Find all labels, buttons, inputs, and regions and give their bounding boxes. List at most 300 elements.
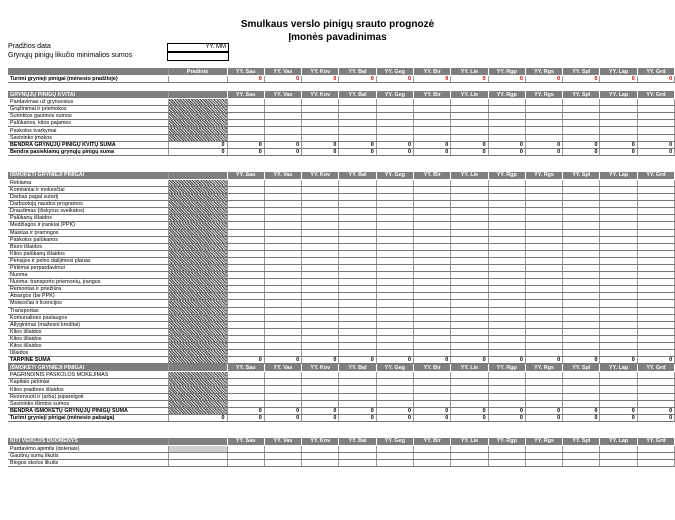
value-cell[interactable]: [488, 120, 525, 127]
value-cell[interactable]: [339, 113, 376, 120]
value-cell[interactable]: [413, 314, 450, 321]
value-cell[interactable]: [451, 215, 488, 222]
value-cell[interactable]: [525, 460, 562, 467]
value-cell[interactable]: [376, 208, 413, 215]
value-cell[interactable]: [563, 127, 600, 134]
value-cell[interactable]: [302, 250, 339, 257]
start-cell[interactable]: [168, 134, 227, 141]
value-cell[interactable]: [264, 186, 301, 193]
value-cell[interactable]: [227, 379, 264, 386]
min-cash-field[interactable]: [167, 52, 229, 61]
value-cell[interactable]: [563, 179, 600, 186]
value-cell[interactable]: [637, 460, 674, 467]
value-cell[interactable]: [339, 215, 376, 222]
value-cell[interactable]: [227, 113, 264, 120]
value-cell[interactable]: [488, 215, 525, 222]
value-cell[interactable]: [600, 134, 637, 141]
value-cell[interactable]: [563, 208, 600, 215]
value-cell[interactable]: [302, 272, 339, 279]
value-cell[interactable]: [339, 307, 376, 314]
start-cell[interactable]: [168, 243, 227, 250]
value-cell[interactable]: [227, 186, 264, 193]
value-cell[interactable]: [600, 343, 637, 350]
value-cell[interactable]: [488, 445, 525, 452]
value-cell[interactable]: [525, 179, 562, 186]
value-cell[interactable]: [451, 286, 488, 293]
value-cell[interactable]: [563, 307, 600, 314]
value-cell[interactable]: [264, 264, 301, 271]
value-cell[interactable]: [339, 286, 376, 293]
value-cell[interactable]: [525, 236, 562, 243]
value-cell[interactable]: [264, 229, 301, 236]
value-cell[interactable]: [637, 379, 674, 386]
value-cell[interactable]: [376, 372, 413, 379]
value-cell[interactable]: [264, 106, 301, 113]
value-cell[interactable]: [600, 379, 637, 386]
value-cell[interactable]: [451, 113, 488, 120]
start-cell[interactable]: [168, 314, 227, 321]
value-cell[interactable]: [264, 236, 301, 243]
value-cell[interactable]: [413, 386, 450, 393]
value-cell[interactable]: [376, 453, 413, 460]
value-cell[interactable]: [600, 321, 637, 328]
value-cell[interactable]: [302, 257, 339, 264]
value-cell[interactable]: [376, 350, 413, 357]
value-cell[interactable]: [637, 264, 674, 271]
value-cell[interactable]: [525, 343, 562, 350]
value-cell[interactable]: [227, 453, 264, 460]
value-cell[interactable]: [227, 264, 264, 271]
value-cell[interactable]: [264, 257, 301, 264]
start-cell[interactable]: [168, 236, 227, 243]
value-cell[interactable]: [413, 393, 450, 400]
value-cell[interactable]: [637, 179, 674, 186]
value-cell[interactable]: [227, 445, 264, 452]
value-cell[interactable]: [413, 127, 450, 134]
value-cell[interactable]: [376, 343, 413, 350]
value-cell[interactable]: [302, 186, 339, 193]
start-cell[interactable]: [168, 127, 227, 134]
value-cell[interactable]: [302, 134, 339, 141]
start-cell[interactable]: [168, 445, 227, 452]
start-cell[interactable]: [168, 279, 227, 286]
value-cell[interactable]: [413, 328, 450, 335]
value-cell[interactable]: [413, 321, 450, 328]
value-cell[interactable]: [637, 186, 674, 193]
start-cell[interactable]: [168, 293, 227, 300]
start-cell[interactable]: [168, 343, 227, 350]
value-cell[interactable]: [451, 372, 488, 379]
value-cell[interactable]: [413, 120, 450, 127]
value-cell[interactable]: [563, 445, 600, 452]
value-cell[interactable]: [488, 460, 525, 467]
value-cell[interactable]: [563, 400, 600, 407]
value-cell[interactable]: [563, 236, 600, 243]
value-cell[interactable]: [563, 350, 600, 357]
value-cell[interactable]: [413, 293, 450, 300]
value-cell[interactable]: [600, 386, 637, 393]
value-cell[interactable]: [339, 194, 376, 201]
value-cell[interactable]: [525, 134, 562, 141]
value-cell[interactable]: [488, 286, 525, 293]
value-cell[interactable]: [227, 286, 264, 293]
value-cell[interactable]: [413, 343, 450, 350]
value-cell[interactable]: [339, 208, 376, 215]
start-cell[interactable]: [168, 179, 227, 186]
value-cell[interactable]: [413, 400, 450, 407]
value-cell[interactable]: [451, 386, 488, 393]
value-cell[interactable]: [302, 393, 339, 400]
value-cell[interactable]: [488, 264, 525, 271]
value-cell[interactable]: [525, 272, 562, 279]
value-cell[interactable]: [637, 321, 674, 328]
value-cell[interactable]: [339, 279, 376, 286]
value-cell[interactable]: [376, 106, 413, 113]
value-cell[interactable]: [488, 236, 525, 243]
value-cell[interactable]: [600, 372, 637, 379]
value-cell[interactable]: [264, 350, 301, 357]
value-cell[interactable]: [264, 279, 301, 286]
value-cell[interactable]: [413, 445, 450, 452]
value-cell[interactable]: [451, 335, 488, 342]
value-cell[interactable]: [525, 400, 562, 407]
value-cell[interactable]: [264, 328, 301, 335]
value-cell[interactable]: [525, 208, 562, 215]
value-cell[interactable]: [488, 134, 525, 141]
value-cell[interactable]: [339, 453, 376, 460]
value-cell[interactable]: [525, 127, 562, 134]
value-cell[interactable]: [227, 106, 264, 113]
value-cell[interactable]: [376, 243, 413, 250]
value-cell[interactable]: [376, 386, 413, 393]
value-cell[interactable]: [376, 99, 413, 106]
value-cell[interactable]: [525, 201, 562, 208]
value-cell[interactable]: [451, 300, 488, 307]
value-cell[interactable]: [637, 120, 674, 127]
value-cell[interactable]: [451, 194, 488, 201]
value-cell[interactable]: [376, 127, 413, 134]
value-cell[interactable]: [413, 453, 450, 460]
value-cell[interactable]: [339, 335, 376, 342]
value-cell[interactable]: [264, 445, 301, 452]
value-cell[interactable]: [563, 222, 600, 229]
value-cell[interactable]: [525, 120, 562, 127]
value-cell[interactable]: [227, 335, 264, 342]
value-cell[interactable]: [413, 279, 450, 286]
value-cell[interactable]: [637, 208, 674, 215]
value-cell[interactable]: [302, 243, 339, 250]
value-cell[interactable]: [488, 321, 525, 328]
value-cell[interactable]: [488, 201, 525, 208]
value-cell[interactable]: [413, 215, 450, 222]
value-cell[interactable]: [339, 186, 376, 193]
value-cell[interactable]: [302, 236, 339, 243]
value-cell[interactable]: [339, 300, 376, 307]
value-cell[interactable]: [413, 250, 450, 257]
value-cell[interactable]: [227, 328, 264, 335]
value-cell[interactable]: [227, 350, 264, 357]
value-cell[interactable]: [563, 272, 600, 279]
value-cell[interactable]: [563, 229, 600, 236]
value-cell[interactable]: [600, 120, 637, 127]
value-cell[interactable]: [264, 335, 301, 342]
value-cell[interactable]: [264, 286, 301, 293]
value-cell[interactable]: [488, 386, 525, 393]
value-cell[interactable]: [413, 222, 450, 229]
value-cell[interactable]: [525, 243, 562, 250]
start-cell[interactable]: [168, 272, 227, 279]
value-cell[interactable]: [563, 113, 600, 120]
value-cell[interactable]: [302, 321, 339, 328]
start-cell[interactable]: [168, 328, 227, 335]
value-cell[interactable]: [488, 400, 525, 407]
value-cell[interactable]: [451, 350, 488, 357]
value-cell[interactable]: [339, 272, 376, 279]
value-cell[interactable]: [451, 243, 488, 250]
value-cell[interactable]: [376, 293, 413, 300]
value-cell[interactable]: [600, 300, 637, 307]
value-cell[interactable]: [339, 179, 376, 186]
value-cell[interactable]: [600, 106, 637, 113]
value-cell[interactable]: [227, 243, 264, 250]
value-cell[interactable]: [376, 300, 413, 307]
value-cell[interactable]: [339, 293, 376, 300]
value-cell[interactable]: [227, 215, 264, 222]
value-cell[interactable]: [302, 386, 339, 393]
value-cell[interactable]: [451, 445, 488, 452]
value-cell[interactable]: [376, 201, 413, 208]
value-cell[interactable]: [563, 243, 600, 250]
value-cell[interactable]: [302, 343, 339, 350]
value-cell[interactable]: [488, 453, 525, 460]
value-cell[interactable]: [451, 321, 488, 328]
value-cell[interactable]: [264, 314, 301, 321]
value-cell[interactable]: [525, 113, 562, 120]
value-cell[interactable]: [413, 300, 450, 307]
value-cell[interactable]: [302, 445, 339, 452]
value-cell[interactable]: [525, 300, 562, 307]
value-cell[interactable]: [451, 236, 488, 243]
value-cell[interactable]: [637, 229, 674, 236]
value-cell[interactable]: [376, 460, 413, 467]
value-cell[interactable]: [264, 272, 301, 279]
value-cell[interactable]: [600, 307, 637, 314]
value-cell[interactable]: [488, 393, 525, 400]
value-cell[interactable]: [227, 99, 264, 106]
value-cell[interactable]: [339, 201, 376, 208]
value-cell[interactable]: [339, 343, 376, 350]
start-cell[interactable]: [168, 307, 227, 314]
value-cell[interactable]: [637, 113, 674, 120]
value-cell[interactable]: [563, 372, 600, 379]
value-cell[interactable]: [600, 99, 637, 106]
value-cell[interactable]: [451, 272, 488, 279]
value-cell[interactable]: [488, 335, 525, 342]
start-cell[interactable]: [168, 350, 227, 357]
value-cell[interactable]: [563, 99, 600, 106]
value-cell[interactable]: [339, 379, 376, 386]
value-cell[interactable]: [413, 335, 450, 342]
value-cell[interactable]: [525, 393, 562, 400]
value-cell[interactable]: [637, 134, 674, 141]
value-cell[interactable]: [413, 379, 450, 386]
start-cell[interactable]: [168, 194, 227, 201]
value-cell[interactable]: [637, 286, 674, 293]
start-cell[interactable]: [168, 229, 227, 236]
value-cell[interactable]: [264, 194, 301, 201]
value-cell[interactable]: [600, 293, 637, 300]
value-cell[interactable]: [600, 257, 637, 264]
value-cell[interactable]: [488, 307, 525, 314]
opening-balance-start[interactable]: [168, 76, 227, 83]
value-cell[interactable]: [637, 127, 674, 134]
value-cell[interactable]: [376, 314, 413, 321]
value-cell[interactable]: [488, 194, 525, 201]
value-cell[interactable]: [339, 460, 376, 467]
value-cell[interactable]: [488, 372, 525, 379]
value-cell[interactable]: [488, 229, 525, 236]
start-cell[interactable]: [168, 264, 227, 271]
value-cell[interactable]: [339, 257, 376, 264]
start-cell[interactable]: [168, 222, 227, 229]
value-cell[interactable]: [525, 335, 562, 342]
value-cell[interactable]: [413, 236, 450, 243]
value-cell[interactable]: [264, 386, 301, 393]
value-cell[interactable]: [525, 229, 562, 236]
value-cell[interactable]: [264, 179, 301, 186]
value-cell[interactable]: [525, 307, 562, 314]
value-cell[interactable]: [488, 208, 525, 215]
value-cell[interactable]: [264, 222, 301, 229]
value-cell[interactable]: [525, 106, 562, 113]
value-cell[interactable]: [227, 400, 264, 407]
value-cell[interactable]: [637, 393, 674, 400]
value-cell[interactable]: [451, 393, 488, 400]
start-cell[interactable]: [168, 286, 227, 293]
value-cell[interactable]: [637, 257, 674, 264]
value-cell[interactable]: [376, 279, 413, 286]
value-cell[interactable]: [413, 186, 450, 193]
value-cell[interactable]: [302, 99, 339, 106]
value-cell[interactable]: [637, 453, 674, 460]
value-cell[interactable]: [451, 264, 488, 271]
value-cell[interactable]: [227, 300, 264, 307]
value-cell[interactable]: [302, 194, 339, 201]
value-cell[interactable]: [413, 460, 450, 467]
value-cell[interactable]: [227, 201, 264, 208]
value-cell[interactable]: [451, 134, 488, 141]
value-cell[interactable]: [563, 321, 600, 328]
value-cell[interactable]: [413, 272, 450, 279]
value-cell[interactable]: [600, 328, 637, 335]
value-cell[interactable]: [227, 229, 264, 236]
value-cell[interactable]: [264, 393, 301, 400]
value-cell[interactable]: [451, 400, 488, 407]
start-cell[interactable]: [168, 386, 227, 393]
value-cell[interactable]: [488, 272, 525, 279]
value-cell[interactable]: [600, 186, 637, 193]
value-cell[interactable]: [264, 134, 301, 141]
value-cell[interactable]: [264, 321, 301, 328]
value-cell[interactable]: [600, 400, 637, 407]
value-cell[interactable]: [637, 222, 674, 229]
value-cell[interactable]: [600, 445, 637, 452]
value-cell[interactable]: [339, 328, 376, 335]
value-cell[interactable]: [488, 113, 525, 120]
value-cell[interactable]: [451, 179, 488, 186]
value-cell[interactable]: [227, 179, 264, 186]
value-cell[interactable]: [376, 113, 413, 120]
value-cell[interactable]: [451, 186, 488, 193]
value-cell[interactable]: [451, 453, 488, 460]
value-cell[interactable]: [637, 307, 674, 314]
value-cell[interactable]: [413, 372, 450, 379]
value-cell[interactable]: [302, 307, 339, 314]
value-cell[interactable]: [339, 120, 376, 127]
value-cell[interactable]: [302, 113, 339, 120]
start-cell[interactable]: [168, 208, 227, 215]
value-cell[interactable]: [563, 314, 600, 321]
start-date-field[interactable]: YY. MM: [167, 43, 229, 52]
value-cell[interactable]: [563, 106, 600, 113]
value-cell[interactable]: [413, 307, 450, 314]
value-cell[interactable]: [339, 314, 376, 321]
value-cell[interactable]: [563, 286, 600, 293]
value-cell[interactable]: [600, 113, 637, 120]
value-cell[interactable]: [339, 386, 376, 393]
value-cell[interactable]: [563, 379, 600, 386]
value-cell[interactable]: [637, 279, 674, 286]
value-cell[interactable]: [488, 127, 525, 134]
value-cell[interactable]: [563, 460, 600, 467]
value-cell[interactable]: [637, 99, 674, 106]
value-cell[interactable]: [339, 393, 376, 400]
value-cell[interactable]: [339, 264, 376, 271]
start-cell[interactable]: [168, 393, 227, 400]
value-cell[interactable]: [376, 222, 413, 229]
value-cell[interactable]: [376, 286, 413, 293]
value-cell[interactable]: [227, 134, 264, 141]
value-cell[interactable]: [227, 257, 264, 264]
value-cell[interactable]: [227, 194, 264, 201]
value-cell[interactable]: [376, 335, 413, 342]
start-cell[interactable]: [168, 99, 227, 106]
value-cell[interactable]: [227, 208, 264, 215]
value-cell[interactable]: [563, 264, 600, 271]
value-cell[interactable]: [413, 134, 450, 141]
value-cell[interactable]: [525, 264, 562, 271]
value-cell[interactable]: [525, 257, 562, 264]
value-cell[interactable]: [600, 272, 637, 279]
value-cell[interactable]: [600, 460, 637, 467]
value-cell[interactable]: [413, 99, 450, 106]
value-cell[interactable]: [600, 208, 637, 215]
value-cell[interactable]: [451, 307, 488, 314]
value-cell[interactable]: [488, 106, 525, 113]
value-cell[interactable]: [488, 293, 525, 300]
value-cell[interactable]: [637, 335, 674, 342]
value-cell[interactable]: [563, 250, 600, 257]
start-cell[interactable]: [168, 400, 227, 407]
start-cell[interactable]: [168, 453, 227, 460]
start-cell[interactable]: [168, 113, 227, 120]
value-cell[interactable]: [227, 307, 264, 314]
value-cell[interactable]: [264, 300, 301, 307]
value-cell[interactable]: [413, 286, 450, 293]
start-cell[interactable]: [168, 201, 227, 208]
value-cell[interactable]: [451, 127, 488, 134]
value-cell[interactable]: [302, 279, 339, 286]
